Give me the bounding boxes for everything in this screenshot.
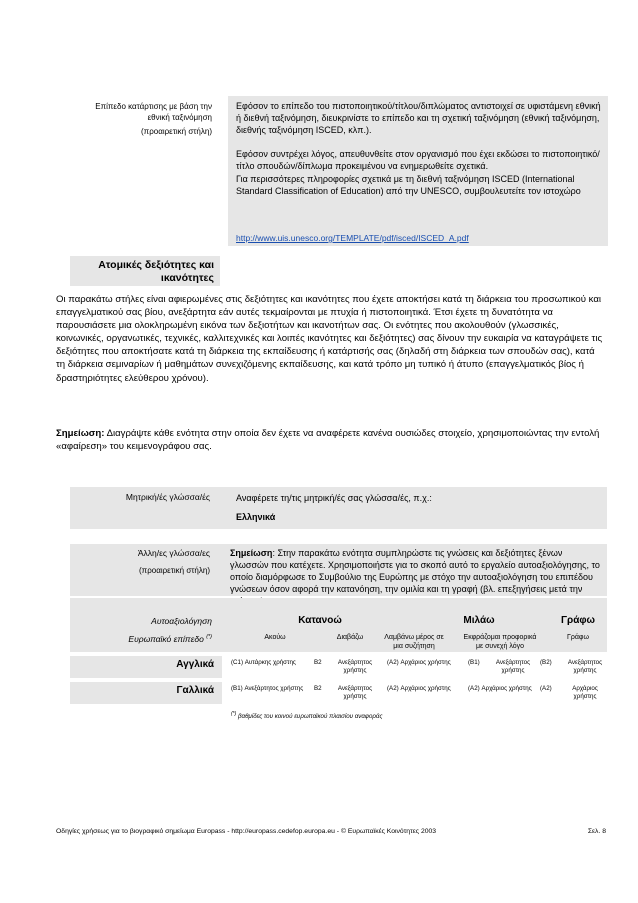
grid-sub-listening: Ακούω: [264, 634, 286, 641]
grid-cell-text: Αρχάριος χρήστης: [572, 685, 598, 700]
grid-cell: [540, 685, 608, 701]
grid-footnote: [231, 710, 382, 721]
grid-cell-code: B2: [314, 659, 322, 666]
level-label-line2: εθνική ταξινόμηση: [147, 113, 212, 122]
grid-cell-code: (A2): [468, 685, 480, 692]
grid-cell-text: Ανεξάρτητος χρήστης: [567, 659, 603, 674]
grid-cell-code: (B1): [468, 659, 480, 666]
mother-tongue-instruction: Αναφέρετε τη/τις μητρική/ές σας γλώσσα/ές, π.χ.:: [236, 493, 432, 503]
skills-heading-line1: Ατομικές δεξιότητες και: [98, 259, 214, 271]
grid-header-writing: Γράφω: [561, 615, 595, 626]
grid-cell-text: Αρχάριος χρήστης: [400, 659, 451, 666]
grid-sub-production-line2: με συνεχή λόγο: [475, 643, 525, 650]
skills-note-text: Διαγράψτε κάθε ενότητα στην οποία δεν έχετε να αναφέρετε κανένα ουσιώδες στοιχείο, χρησιμοποιώντας την εντολή «αφαίρεση» του κειμενογράφου σας.: [56, 428, 600, 453]
grid-header-understanding: Κατανοώ: [298, 615, 342, 626]
grid-row-english-name: Αγγλικά: [176, 659, 214, 670]
skills-heading: [70, 259, 214, 285]
other-languages-note-label: Σημείωση: [230, 548, 273, 558]
grid-sub-interaction-line2: μια συζήτηση: [393, 643, 435, 650]
grid-self-assessment-label: Αυτοαξιολόγηση: [151, 616, 212, 626]
grid-cell-code: (B2): [540, 659, 552, 666]
grid-sub-interaction-line1: Λαμβάνω μέρος σε: [384, 634, 444, 641]
grid-cell-code: (A2): [540, 685, 552, 692]
level-paragraph-2: Εφόσον συντρέχει λόγος, απευθυνθείτε στον οργανισμό που έχει εκδώσει το πιστοποιητικό/τίτλο σπουδών/δίπλωμα προκειμένου να ενημερωθείτε σχετικά.: [236, 149, 600, 171]
grid-cell: [314, 685, 376, 701]
grid-footnote-text: βαθμίδες του κοινού ευρωπαϊκού πλαισίου αναφοράς: [238, 713, 383, 721]
page-footer: Οδηγίες χρήσεως για το βιογραφικό σημείωμα Europass - http://europass.cedefop.europa.eu - © Ευρωπαϊκές Κοινότητες 2003: [56, 828, 437, 835]
skills-intro: Οι παρακάτω στήλες είναι αφιερωμένες στις δεξιότητες και ικανότητες που έχετε αποκτήσει κατά τη διάρκεια του προσωπικού και επαγγελματικού σας βίου, ανεξάρτητα εάν αυτές τεκμαίρονται με πτυχία ή πιστοποιητικά. Έτσι έχετε τη δυνατότητα να παρουσιάσετε μια ολοκληρωμένη εικόνα των δεξιοτήτων και ικανοτήτων σας. Οι ενότητες που ακολουθούν (γλωσσικές, κοινωνικές, οργανωτικές, τεχνικές, καλλιτεχνικές και λοιπές ικανότητες και δεξιότητες) σας δίνουν την ευκαιρία να καταγράψετε τις δεξιότητες που αποκτήσατε κατά τη διάρκεια της εκπαίδευσης ή κατάρτισής σας (δηλαδή στη διάρκεια των σπουδών σας), κατά τη διάρκεια σεμιναρίων ή μαθημάτων συνεχιζόμενης εκπαίδευσης, και κατά τρόπο μη τυπικό ή άτυπο (επαγγελματικός βίος ή δραστηριότητες ελεύθερου χρόνου).: [56, 294, 603, 384]
other-languages-label-text: Άλλη/ες γλώσσα/ες: [137, 548, 210, 558]
skills-heading-line2: ικανότητες: [160, 272, 214, 284]
grid-cell-code: (B1): [231, 685, 243, 692]
other-languages-label: [56, 548, 210, 576]
skills-note-label: Σημείωση:: [56, 428, 105, 439]
grid-cell-code: (A2): [387, 659, 399, 666]
grid-european-level-sup: (*): [206, 634, 212, 640]
grid-sub-interaction: [378, 633, 450, 651]
level-label-optional: (προαιρετική στήλη): [141, 127, 212, 136]
grid-cell-code: (C1): [231, 659, 244, 666]
grid-cell-text: Αρχάριος χρήστης: [481, 685, 532, 692]
grid-cell-code: B2: [314, 685, 322, 692]
grid-cell: [468, 685, 532, 693]
grid-cell-text: Ανεξάρτητος χρήστης: [337, 659, 373, 674]
grid-european-level-text: Ευρωπαϊκό επίπεδο: [128, 633, 204, 644]
mother-tongue-value: Ελληνικά: [236, 512, 276, 522]
grid-cell-text: Αρχάριος χρήστης: [400, 685, 451, 692]
other-languages-note-text: : Στην παρακάτω ενότητα συμπληρώστε τις γνώσεις και δεξιότητες ξένων γλωσσών που κατέχετε. Χρησιμοποιήστε για το σκοπό αυτό το εργαλείο αυτοαξιολόγησης, το οποίο διαμόρφωσε το Συμβούλιο της Ευρώπης με στόχο την αυτοαξιολόγηση του επιπέδου γνώσεων όσον αφορά την κατανόηση, την ομιλία και τη γραφή (βλ. επεξηγήσεις μετά την: [230, 548, 600, 594]
grid-sub-production-line1: Εκφράζομαι προφορικά: [463, 634, 537, 641]
grid-header-speaking: Μιλάω: [463, 615, 495, 626]
grid-sub-production: [450, 633, 550, 651]
grid-sub-reading: Διαβάζω: [336, 634, 364, 641]
grid-european-level-label: [56, 632, 212, 645]
grid-cell: [468, 659, 538, 675]
grid-row-french-name: Γαλλικά: [176, 685, 214, 696]
grid-cell: [314, 659, 376, 675]
grid-cell: [540, 659, 608, 675]
grid-cell-code: (A2): [387, 685, 399, 692]
level-label-line1: Επίπεδο κατάρτισης με βάση την: [95, 102, 212, 111]
grid-cell-text: Ανεξάρτητος χρήστης: [495, 659, 531, 674]
grid-sub-writing: Γράφω: [567, 634, 589, 641]
grid-cell: [231, 659, 296, 667]
mother-tongue-label: Μητρική/ές γλώσσα/ές: [125, 492, 210, 502]
page-number: Σελ. 8: [587, 828, 606, 835]
grid-cell: [387, 659, 451, 667]
level-label: [56, 101, 212, 137]
grid-cell-text: Ανεξάρτητος χρήστης: [337, 685, 373, 700]
level-paragraph-3: Για περισσότερες πληροφορίες σχετικά με τη διεθνή ταξινόμηση ISCED (International Standard Classification of Education) από την UNESCO, συμβουλευτείτε τον ιστοχώρο: [236, 174, 581, 196]
level-paragraph-1: Εφόσον το επίπεδο του πιστοποιητικού/τίτλου/διπλώματος αντιστοιχεί σε υφιστάμενη εθνική ή διεθνή ταξινόμηση, διευκρινίστε το επίπεδο και τη σχετική ταξινόμηση (εθνική ταξινόμηση, διεθνής ταξινόμηση ISCED, κλπ.).: [236, 101, 601, 135]
grid-cell-text: Αυτάρκης χρήστης: [244, 659, 296, 666]
skills-note: [56, 427, 604, 453]
grid-cell: [231, 685, 303, 693]
grid-cell-text: Ανεξάρτητος χρήστης: [244, 685, 304, 692]
isced-link[interactable]: http://www.uis.unesco.org/TEMPLATE/pdf/isced/ISCED_A.pdf: [236, 233, 469, 243]
grid-footnote-sup: (*): [231, 711, 237, 717]
other-languages-optional: (προαιρετική στήλη): [139, 566, 210, 575]
grid-cell: [387, 685, 451, 693]
